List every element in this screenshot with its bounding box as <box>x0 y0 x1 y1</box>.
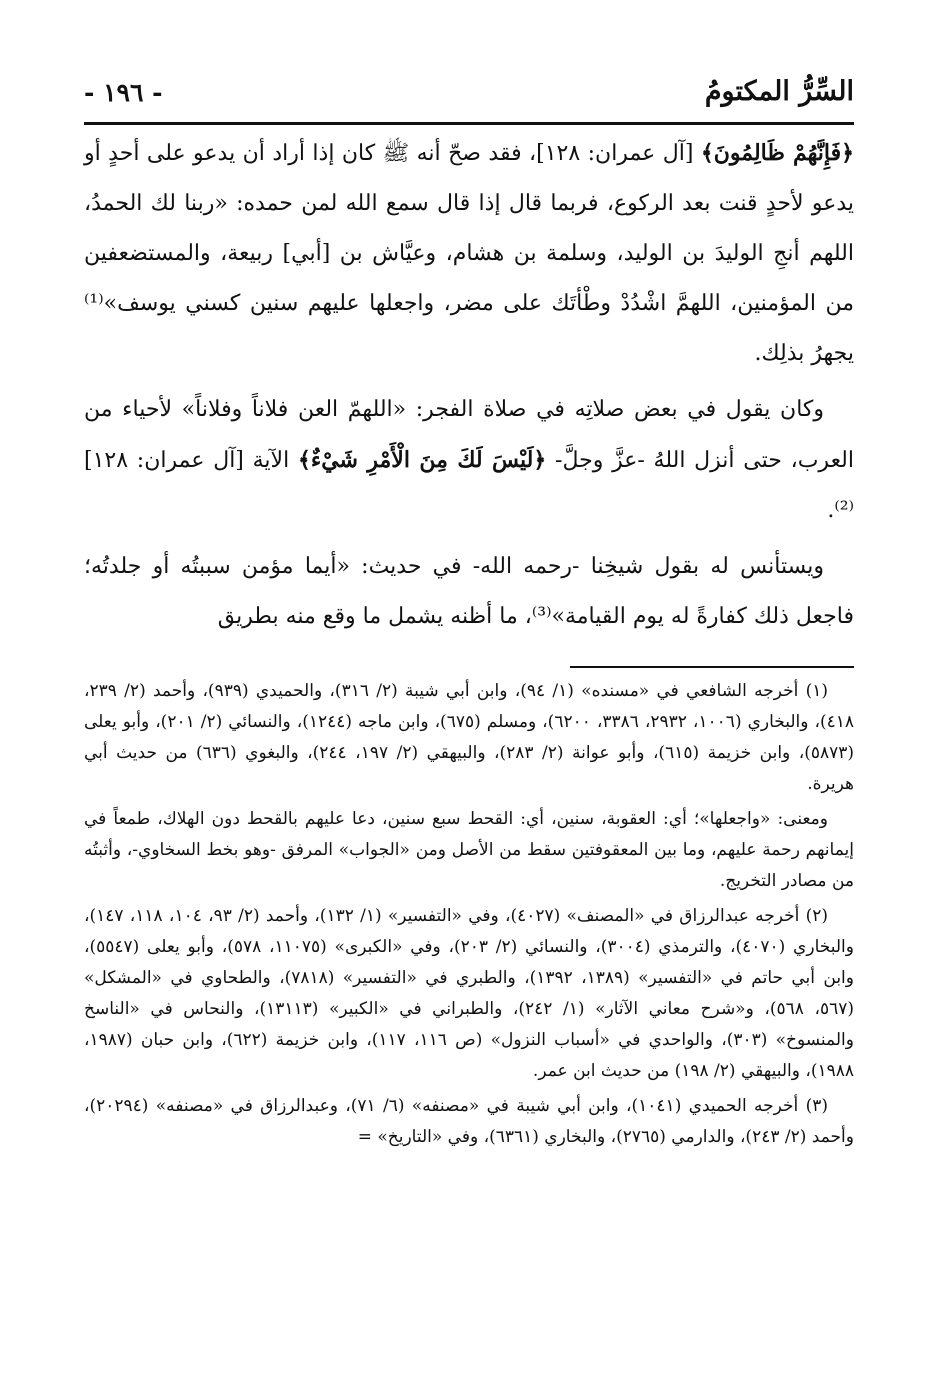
paragraph-1 <box>84 128 854 379</box>
paragraph-3-text: ويستأنس له بقول شيخِنا -رحمه الله- في حديث: «أيما مؤمن سببتُه أو جلدتُه؛ فاجعل ذلك كفارةً له يوم القيامة»⁽³⁾، ما أظنه يشمل ما وقع منه بطريق <box>84 554 854 629</box>
running-title: السِّرُّ المكتومُ <box>704 76 854 107</box>
paragraph-2-text-after: الآية [آل عمران: ١٢٨]⁽²⁾. <box>84 448 854 523</box>
paragraph-3 <box>84 542 854 642</box>
quran-verse: ﴿لَيْسَ لَكَ مِنَ الْأَمْرِ شَيْءٌ﴾ <box>297 447 547 473</box>
main-text <box>84 128 854 642</box>
footnote-separator <box>570 666 854 668</box>
footnote-3: (٣) أخرجه الحميدي (١٠٤١)، وابن أبي شيبة في «مصنفه» (٦/ ٧١)، وعبدالرزاق في «مصنفه» (٢٠٢٩٤)، وأحمد (٢/ ٢٤٣)، والدارمي (٢٧٦٥)، والبخاري (٦٣٦١)، وفي «التاريخ» = <box>84 1096 854 1147</box>
page-header <box>84 72 854 122</box>
header-rule <box>84 122 854 125</box>
footnote-1: (١) أخرجه الشافعي في «مسنده» (١/ ٩٤)، وابن أبي شيبة (٢/ ٣١٦)، والحميدي (٩٣٩)، وأحمد (٢/ ٢٣٩، ٤١٨)، والبخاري (١٠٠٦، ٢٩٣٢، ٣٣٨٦، ٦٢٠٠)، ومسلم (٦٧٥)، وابن ماجه (١٢٤٤)، والنسائي (٢/ ٢٠١)، وأبو يعلى (٥٨٧٣)، وابن خزيمة (٦١٥)، وأبو عوانة (٢/ ٢٨٣)، والبيهقي (٢/ ١٩٧، ٢٤٤)، والبغوي (٦٣٦) من حديث أبي هريرة. <box>84 681 855 794</box>
page-number: - ١٩٦ - <box>84 78 163 107</box>
footnote-1-note: ومعنى: «واجعلها»؛ أي: العقوبة، سنين، أي: القحط سبع سنين، دعا عليهم بالقحط دون الهلاك، طمعاً في إيمانهم رحمة عليهم، وما بين المعقوفتين سقط من الأصل ومن «الجواب» المرفق -وهو بخط السخاوي-، وأثبتُه من مصادر التخريج. <box>84 809 854 891</box>
quran-verse: ﴿فَإِنَّهُمْ ظَالِمُونَ﴾ <box>700 140 854 166</box>
paragraph-2 <box>84 385 854 536</box>
paragraph-1-text: [آل عمران: ١٢٨]، فقد صحّ أنه ﷺ كان إذا أراد أن يدعو على أحدٍ أو يدعو لأحدٍ قنت بعد الركوع، فربما قال إذا قال سمع الله لمن حمده: «ربنا لك الحمدُ، اللهم أنجِ الوليدَ بن الوليد، وسلمة بن هشام، وعيَّاش بن [أبي] ربيعة، والمستضعفين من المؤمنين، اللهمَّ اشْدُدْ وطْأتَك على مضر، واجعلها عليهم سنين كسني يوسف»⁽¹⁾ يجهرُ بذلِك. <box>84 141 854 366</box>
footnote-2: (٢) أخرجه عبدالرزاق في «المصنف» (٤٠٢٧)، وفي «التفسير» (١/ ١٣٢)، وأحمد (٢/ ٩٣، ١٠٤، ١١٨، ١٤٧)، والبخاري (٤٠٧٠)، والترمذي (٣٠٠٤)، والنسائي (٢/ ٢٠٣)، وفي «الكبرى» (١١٠٧٥، ٥٧٨)، وأبو يعلى (٥٥٤٧)، وابن أبي حاتم في «التفسير» (١٣٨٩، ١٣٩٢)، والطبري في «التفسير» (٧٨١٨)، والطحاوي في «المشكل» (٥٦٧، ٥٦٨)، و«شرح معاني الآثار» (١/ ٢٤٢)، والطبراني في «الكبير» (١٣١١٣)، والنحاس في «الناسخ والمنسوخ» (٣٠٣)، والواحدي في «أسباب النزول» (ص ١١٦، ١١٧)، وابن خزيمة (٦٢٢)، وابن حبان (١٩٨٧، ١٩٨٨)، والبيهقي (٢/ ١٩٨) من حديث ابن عمر. <box>84 906 855 1081</box>
footnotes <box>84 676 854 1157</box>
paragraph-2-text-before: وكان يقول في بعض صلاتِه في صلاة الفجر: «اللهمّ العن فلاناً وفلاناً» لأحياء من العرب، حتى أنزل اللهُ -عزَّ وجلَّ- <box>84 397 854 473</box>
